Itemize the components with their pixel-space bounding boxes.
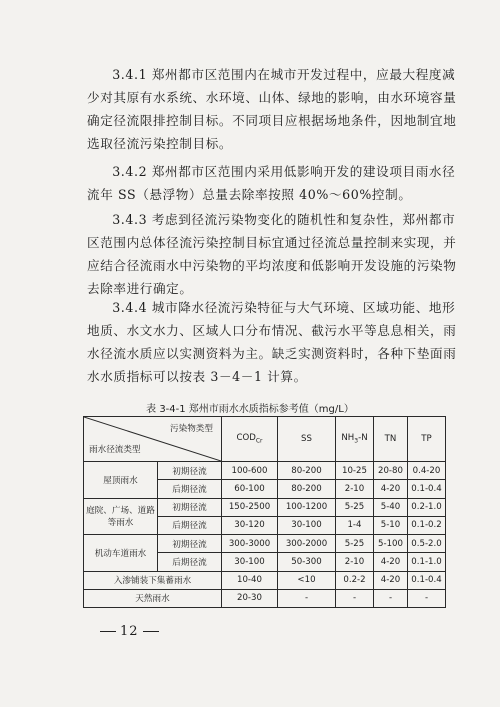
- value-cell: 0.1-0.2: [408, 516, 446, 534]
- value-cell: 30-120: [222, 516, 278, 534]
- value-cell: 100-1200: [278, 498, 336, 516]
- value-cell: 4-20: [374, 571, 408, 589]
- column-header-ss: SS: [278, 417, 336, 462]
- value-cell: 1-4: [336, 516, 374, 534]
- value-cell: -: [374, 589, 408, 607]
- phase-cell: 后期径流: [158, 553, 222, 571]
- page-number: 12: [120, 624, 139, 639]
- value-cell: 2-10: [336, 480, 374, 498]
- value-cell: 2-10: [336, 553, 374, 571]
- table-row: [84, 535, 446, 553]
- water-quality-table: [83, 416, 446, 608]
- header-runoff-type: 雨水径流类型: [89, 445, 141, 455]
- value-cell: 4-20: [374, 480, 408, 498]
- value-cell: 300-2000: [278, 535, 336, 553]
- table-row: [84, 589, 446, 607]
- value-cell: 4-20: [374, 553, 408, 571]
- column-header-tp: TP: [408, 417, 446, 462]
- row-label: 入渗铺装下集蓄雨水: [84, 571, 222, 589]
- column-header-tn: TN: [374, 417, 408, 462]
- table-header-row: [84, 417, 446, 462]
- header-pollutant-type: 污染物类型: [170, 424, 213, 434]
- value-cell: 0.2-1.0: [408, 498, 446, 516]
- value-cell: 60-100: [222, 480, 278, 498]
- value-cell: 20-80: [374, 462, 408, 480]
- value-cell: 20-30: [222, 589, 278, 607]
- value-cell: 0.5-2.0: [408, 535, 446, 553]
- value-cell: 0.1-0.4: [408, 571, 446, 589]
- value-cell: -: [278, 589, 336, 607]
- phase-cell: 初期径流: [158, 535, 222, 553]
- value-cell: 0.2-2: [336, 571, 374, 589]
- paragraph-3-4-4: 3.4.4 城市降水径流污染特征与大气环境、区域功能、地形地质、水文水力、区域人口分布情况、截污水平等息息相关，雨水径流水质应以实测资料为主。缺乏实测资料时，各种下垫面雨水水质指标可以按表 3－4－1 计算。: [87, 300, 457, 384]
- value-cell: 10-25: [336, 462, 374, 480]
- value-cell: 50-300: [278, 553, 336, 571]
- table-row: [84, 498, 446, 516]
- table-caption: 表 3-4-1 郑州市雨水水质指标参考值（mg/L）: [146, 404, 354, 415]
- value-cell: 30-100: [278, 516, 336, 534]
- value-cell: 80-200: [278, 480, 336, 498]
- value-cell: 100-600: [222, 462, 278, 480]
- value-cell: 300-3000: [222, 535, 278, 553]
- phase-cell: 后期径流: [158, 480, 222, 498]
- footer-dash-right: [143, 631, 159, 632]
- value-cell: 150-2500: [222, 498, 278, 516]
- table-diagonal-header: [84, 417, 222, 462]
- phase-cell: 初期径流: [158, 498, 222, 516]
- value-cell: 5-25: [336, 498, 374, 516]
- page-footer: [96, 624, 163, 639]
- water-quality-table-wrapper: [83, 416, 445, 608]
- phase-cell: 后期径流: [158, 516, 222, 534]
- row-group-label: 屋顶雨水: [84, 462, 158, 499]
- footer-dash-left: [100, 631, 116, 632]
- value-cell: 5-100: [374, 535, 408, 553]
- value-cell: 30-100: [222, 553, 278, 571]
- value-cell: 0.1-1.0: [408, 553, 446, 571]
- paragraph-3-4-1: 3.4.1 郑州都市区范围内在城市开发过程中，应最大程度减少对其原有水系统、水环境、山体、绿地的影响，由水环境容量确定径流限排控制目标。不同项目应根据场地条件，因地制宜地选取径流污染控制目标。: [87, 67, 457, 151]
- column-header-cod: $COD_{Cr}$: [222, 417, 278, 462]
- row-group-label: 庭院、广场、道路等雨水: [84, 498, 158, 535]
- value-cell: 80-200: [278, 462, 336, 480]
- value-cell: 5-10: [374, 516, 408, 534]
- table-row: [84, 462, 446, 480]
- paragraph-3-4-2: 3.4.2 郑州都市区范围内采用低影响开发的建设项目雨水径流年 SS（悬浮物）总量去除率按照 40%～60%控制。: [87, 164, 456, 202]
- value-cell: 5-40: [374, 498, 408, 516]
- value-cell: 5-25: [336, 535, 374, 553]
- paragraph-3-4-3: 3.4.3 考虑到径流污染物变化的随机性和复杂性，郑州都市区范围内总体径流污染控制目标宜通过径流总量控制来实现，并应结合径流雨水中污染物的平均浓度和低影响开发设施的污染物去除率进行确定。: [87, 212, 457, 296]
- column-header-nh3n: $NH_3-N$: [336, 417, 374, 462]
- value-cell: -: [408, 589, 446, 607]
- value-cell: <10: [278, 571, 336, 589]
- value-cell: 0.1-0.4: [408, 480, 446, 498]
- table-row: [84, 571, 446, 589]
- row-group-label: 机动车道雨水: [84, 535, 158, 572]
- phase-cell: 初期径流: [158, 462, 222, 480]
- row-label: 天然雨水: [84, 589, 222, 607]
- value-cell: 0.4-20: [408, 462, 446, 480]
- value-cell: -: [336, 589, 374, 607]
- value-cell: 10-40: [222, 571, 278, 589]
